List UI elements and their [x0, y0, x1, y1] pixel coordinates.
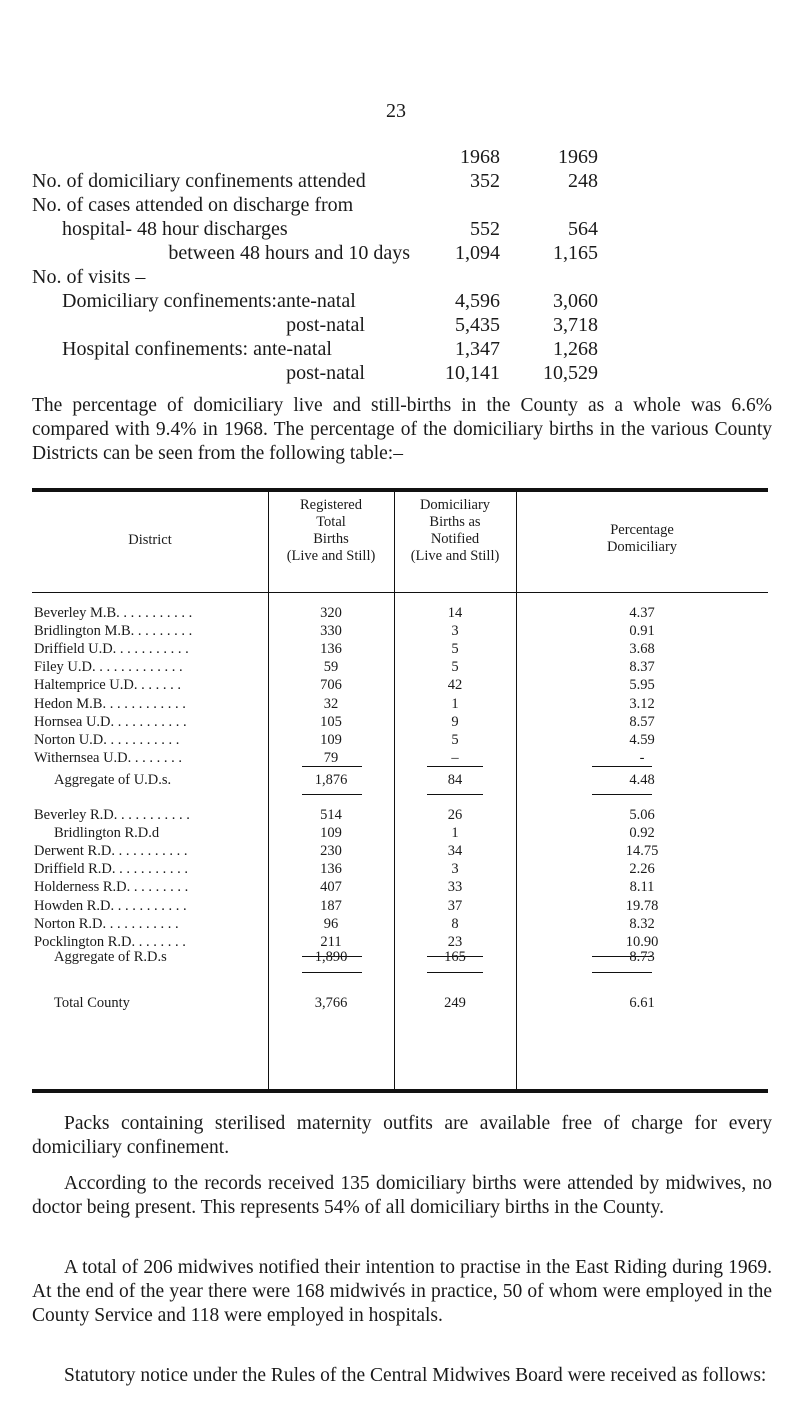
stat-label: post-natal — [286, 314, 365, 336]
intro-paragraph: The percentage of domiciliary live and still-births in the County as a whole was 6.6% compared with 9.4% in 1968. The percentage of the domiciliary births in the various County Districts can be seen from the following table:– — [32, 395, 772, 464]
table-row-domiciliary: 3 — [451, 623, 459, 640]
table-row-registered: 96 — [323, 915, 339, 932]
table-row-percentage: 0.91 — [629, 623, 655, 640]
table-row-percentage: 3.12 — [629, 695, 655, 712]
header-domiciliary-line: Notified — [430, 531, 480, 547]
header-percentage-line: Percentage — [610, 522, 674, 538]
stat-1968: 352 — [470, 170, 500, 192]
table-row-domiciliary: 42 — [447, 677, 463, 694]
stat-label: No. of visits – — [32, 266, 146, 288]
header-percentage-line: Domiciliary — [606, 539, 678, 555]
header-domiciliary-line: Domiciliary — [419, 497, 491, 513]
year-header-1968: 1968 — [460, 146, 500, 168]
total-county-row-domiciliary: 249 — [444, 995, 466, 1011]
table-row-registered: 32 — [323, 695, 339, 712]
table-row-district: Driffield U.D. . . . . . . . . . . — [34, 641, 189, 658]
table-row-district: Holderness R.D. . . . . . . . . — [34, 879, 189, 896]
table-row-district: Withernsea U.D. . . . . . . . — [34, 749, 183, 766]
table-row-domiciliary: 34 — [447, 843, 463, 860]
table-row-registered: 330 — [320, 623, 342, 640]
table-row-percentage: 4.37 — [629, 605, 655, 621]
table-row-registered: 514 — [320, 807, 342, 823]
table-row-district: Hedon M.B. . . . . . . . . . . . — [34, 695, 186, 712]
table-row-domiciliary: 3 — [451, 861, 459, 878]
table-row-district: Howden R.D. . . . . . . . . . . — [34, 897, 187, 914]
table-row-percentage: 10.90 — [625, 933, 659, 950]
stat-label: Domiciliary confinements:ante-natal — [62, 290, 356, 312]
table-row-percentage: 3.68 — [629, 641, 655, 658]
aggregate-rd-row-registered: 1,890 — [314, 949, 348, 965]
page-number: 23 — [386, 100, 406, 122]
stat-label: between 48 hours and 10 days — [168, 242, 410, 264]
table-row-registered: 187 — [320, 897, 342, 914]
district-table — [32, 488, 768, 1093]
paragraph-statutory: Statutory notice under the Rules of the Central Midwives Board were received as follows: — [64, 1365, 767, 1386]
stat-label: No. of domiciliary confinements attended — [32, 170, 366, 192]
table-row-district: Haltemprice U.D. . . . . . . — [34, 677, 181, 694]
table-row-domiciliary: 23 — [447, 933, 463, 950]
table-row-domiciliary: 5 — [451, 659, 459, 676]
table-row-domiciliary: 1 — [451, 825, 459, 842]
header-registered-line: Registered — [299, 497, 362, 513]
header-registered — [268, 497, 394, 565]
table-row-domiciliary: 26 — [447, 807, 463, 823]
table-row-district: Driffield R.D. . . . . . . . . . . — [34, 861, 188, 878]
aggregate-rd-row-percentage: 8.73 — [629, 949, 655, 965]
stat-1968: 5,435 — [455, 314, 500, 336]
total-underline — [427, 972, 483, 973]
stat-label: Hospital confinements: ante-natal — [62, 338, 332, 360]
table-row-percentage: 5.06 — [629, 807, 655, 823]
stat-1968: 10,141 — [445, 362, 500, 384]
table-row-percentage: 8.57 — [629, 713, 655, 730]
stat-1969: 1,165 — [553, 242, 598, 264]
table-row-registered: 211 — [320, 933, 342, 950]
table-row-registered: 230 — [320, 843, 342, 860]
header-domiciliary-line: (Live and Still) — [410, 548, 500, 564]
stat-1969: 3,718 — [553, 314, 598, 336]
stat-1969: 248 — [568, 170, 598, 192]
table-row-domiciliary: 8 — [451, 915, 459, 932]
table-row-registered: 136 — [320, 861, 342, 878]
total-underline — [302, 972, 362, 973]
stat-1969: 1,268 — [553, 338, 598, 360]
table-row-registered: 320 — [320, 605, 342, 621]
table-row-registered: 706 — [320, 677, 342, 694]
table-row-percentage: 19.78 — [625, 897, 659, 914]
year-header-1969: 1969 — [558, 146, 598, 168]
aggregate-ud-row-percentage: 4.48 — [629, 772, 655, 788]
header-registered-line: Total — [316, 514, 346, 530]
table-row-district: Norton U.D. . . . . . . . . . . — [34, 731, 180, 748]
stat-1968: 1,347 — [455, 338, 500, 360]
total-county-row-district: Total County — [54, 995, 130, 1011]
table-row-registered: 59 — [323, 659, 339, 676]
table-row-domiciliary: 5 — [451, 731, 459, 748]
table-row-registered: 109 — [320, 825, 342, 842]
paragraph-packs: Packs containing sterilised maternity outfits are available free of charge for every domiciliary confinement. — [32, 1113, 772, 1158]
table-row-percentage: 2.26 — [629, 861, 655, 878]
table-row-domiciliary: 1 — [451, 695, 459, 712]
table-row-domiciliary: 37 — [447, 897, 463, 914]
table-row-domiciliary: 9 — [451, 713, 459, 730]
table-row-district: Bridlington M.B. . . . . . . . . — [34, 623, 193, 640]
total-county-row-registered: 3,766 — [314, 995, 348, 1011]
stat-1968: 4,596 — [455, 290, 500, 312]
stat-1969: 3,060 — [553, 290, 598, 312]
table-row-domiciliary: 33 — [447, 879, 463, 896]
paragraph-midwives: A total of 206 midwives notified their intention to practise in the East Riding during 1969. At the end of the year there were 168 midwivés in practice, 50 of whom were employed in the County Service and 118 were employed in hospitals. — [32, 1257, 772, 1326]
table-row-percentage: - — [639, 749, 645, 766]
table-row-percentage: 5.95 — [629, 677, 655, 694]
aggregate-rd-row-district: Aggregate of R.D.s — [54, 949, 167, 965]
table-row-district: Bridlington R.D.d — [54, 825, 160, 842]
aggregate-rd-row-domiciliary: 165 — [444, 949, 466, 965]
total-underline — [302, 794, 362, 795]
header-registered-line: Births — [313, 531, 349, 547]
paragraph-records: According to the records received 135 domiciliary births were attended by midwives, no doctor being present. This represents 54% of all domiciliary births in the County. — [32, 1173, 772, 1218]
total-underline — [592, 766, 652, 767]
table-row-registered: 105 — [320, 713, 342, 730]
total-underline — [592, 972, 652, 973]
aggregate-ud-row-district: Aggregate of U.D.s. — [54, 772, 172, 788]
stat-1968: 1,094 — [455, 242, 500, 264]
table-row-percentage: 8.37 — [629, 659, 655, 676]
stat-label: post-natal — [286, 362, 365, 384]
table-row-percentage: 8.32 — [629, 915, 655, 932]
stat-label: hospital- 48 hour discharges — [62, 218, 288, 240]
table-row-district: Norton R.D. . . . . . . . . . . — [34, 915, 179, 932]
table-row-registered: 136 — [320, 641, 342, 658]
table-row-percentage: 4.59 — [629, 731, 655, 748]
total-underline — [302, 766, 362, 767]
stat-label: No. of cases attended on discharge from — [32, 194, 354, 216]
header-domiciliary-line: Births as — [429, 514, 481, 530]
header-percentage — [516, 522, 768, 556]
header-district: District — [128, 532, 172, 548]
total-underline — [427, 794, 483, 795]
table-row-domiciliary: – — [451, 749, 459, 766]
aggregate-ud-row-registered: 1,876 — [314, 772, 348, 788]
table-row-district: Beverley R.D. . . . . . . . . . . — [34, 807, 190, 823]
table-row-percentage: 0.92 — [629, 825, 655, 842]
table-row-registered: 407 — [320, 879, 342, 896]
header-domiciliary — [394, 497, 516, 565]
total-county-row-percentage: 6.61 — [629, 995, 655, 1011]
stat-1969: 10,529 — [543, 362, 598, 384]
stat-1968: 552 — [470, 218, 500, 240]
header-registered-line: (Live and Still) — [286, 548, 376, 564]
table-row-district: Pocklington R.D. . . . . . . . — [34, 933, 186, 950]
stat-1969: 564 — [568, 218, 598, 240]
total-underline — [427, 766, 483, 767]
aggregate-ud-row-domiciliary: 84 — [447, 772, 463, 788]
total-underline — [592, 794, 652, 795]
table-row-percentage: 8.11 — [629, 879, 655, 896]
table-row-district: Hornsea U.D. . . . . . . . . . . — [34, 713, 187, 730]
table-row-domiciliary: 5 — [451, 641, 459, 658]
table-row-district: Filey U.D. . . . . . . . . . . . . — [34, 659, 183, 676]
table-row-percentage: 14.75 — [625, 843, 659, 860]
table-row-domiciliary: 14 — [447, 605, 463, 621]
table-row-registered: 79 — [323, 749, 339, 766]
table-row-district: Beverley M.B. . . . . . . . . . . — [34, 605, 193, 621]
table-row-district: Derwent R.D. . . . . . . . . . . — [34, 843, 188, 860]
table-row-registered: 109 — [320, 731, 342, 748]
